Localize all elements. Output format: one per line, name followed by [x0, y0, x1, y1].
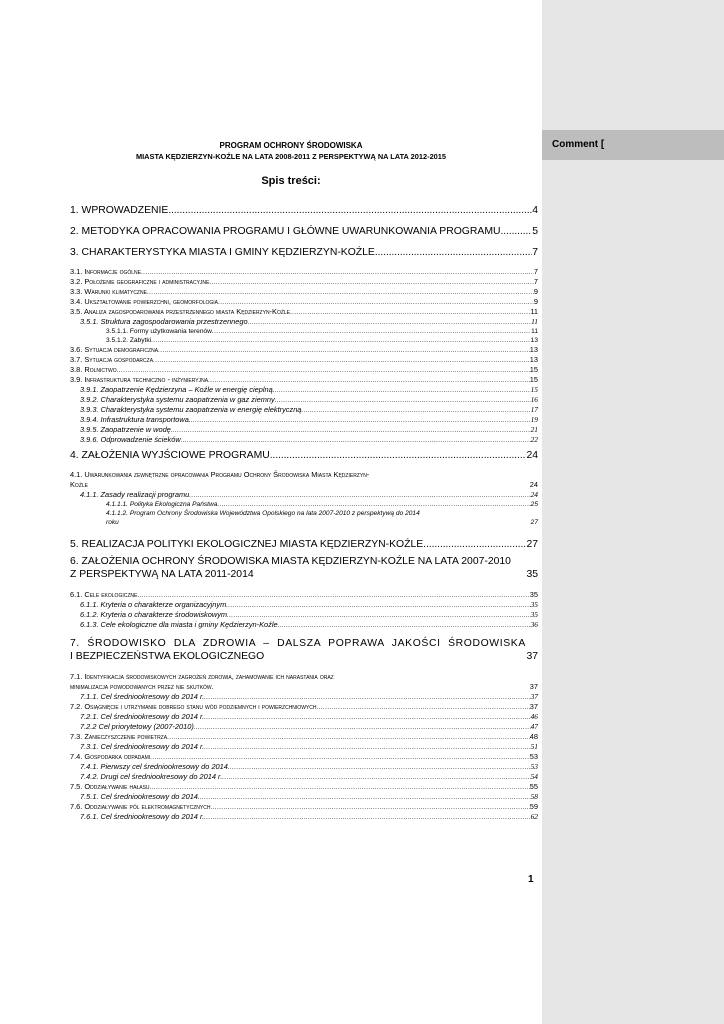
toc-entry-3-9-6[interactable] — [70, 435, 538, 445]
page-number: 1 — [528, 874, 534, 885]
toc-page-number: 11 — [531, 328, 538, 335]
dot-leader — [153, 356, 530, 366]
toc-entry-title: 7.4. Gospodarka odpadami — [70, 752, 151, 761]
toc-entry-title: 5. REALIZACJA POLITYKI EKOLOGICZNEJ MIASTA KĘDZIERZYN-KOŹLE. — [70, 539, 427, 550]
toc-entry-7-5[interactable] — [70, 782, 538, 792]
toc-page-number: 15 — [529, 375, 538, 384]
toc-entry-title: 6.1.1. Kryteria o charakterze organizacyjnym — [80, 600, 227, 609]
toc-entry-title: 3.8. Rolnictwo — [70, 365, 117, 374]
toc-entry-title: 7.3. Zanieczyszczenie powietrza — [70, 732, 168, 741]
dot-leader — [191, 416, 531, 426]
toc-page-number: 15 — [529, 365, 538, 374]
toc-entry-title: 3.9. Infrastruktura techniczno - inżynieryjna — [70, 375, 209, 384]
dot-leader — [158, 346, 530, 356]
toc-entry-title: 7.2.2 Cel priorytetowy (2007-2010) — [80, 722, 194, 731]
toc-entry-6-1-3[interactable] — [70, 620, 538, 630]
toc-page-number: 13 — [529, 355, 538, 364]
toc-page-number: 19 — [530, 415, 538, 424]
toc-page-number: 58 — [530, 792, 538, 801]
toc-entry-title: 3.9.5. Zaopatrzenie w wodę — [80, 425, 171, 434]
dot-leader — [290, 308, 530, 318]
toc-page-number: 24 — [530, 490, 538, 499]
dot-leader — [270, 445, 527, 466]
toc-entry-7-1-1[interactable] — [70, 692, 538, 702]
dot-leader — [200, 793, 531, 803]
dot-leader — [228, 763, 531, 773]
toc-entry-7-2-1[interactable] — [70, 712, 538, 722]
toc-entry-4-1[interactable]: 4.1. Uwarunkowania zewnętrzne opracowania Programu Ochrony Środowiska Miasta Kędzierzyn- Koźle 24 — [70, 470, 538, 489]
toc-entry-3-5-1-2[interactable] — [70, 336, 538, 345]
toc-page-number: 9 — [533, 297, 538, 306]
toc-page-number: 17 — [530, 405, 538, 414]
toc-entry-3-9-1[interactable] — [70, 385, 538, 395]
dot-leader — [278, 621, 531, 631]
toc-page-number: 7 — [533, 267, 538, 276]
toc-entry-3-5[interactable] — [70, 307, 538, 317]
dot-leader — [204, 813, 530, 823]
toc-page-number: 59 — [529, 802, 538, 811]
toc-page-number: 9 — [533, 287, 538, 296]
dot-leader — [171, 426, 531, 436]
toc-entry-title: 6.1. Cele ekologiczne — [70, 590, 138, 599]
toc-entry-4-1-1[interactable] — [70, 490, 538, 500]
toc-page-number: 51 — [530, 742, 538, 751]
toc-entry-7-3-1[interactable] — [70, 742, 538, 752]
toc-entry-6-1-2[interactable] — [70, 610, 538, 620]
toc-page-number: 11 — [530, 307, 538, 316]
toc-page-number: 62 — [530, 812, 538, 821]
toc-heading: Spis treści: — [261, 175, 321, 187]
toc-entry-7-4-1[interactable] — [70, 762, 538, 772]
toc-entry-3-5-1-1[interactable] — [70, 327, 538, 336]
toc-entry-title: 3.1. Informacje ogólne — [70, 267, 141, 276]
toc-entry-5[interactable] — [70, 534, 538, 555]
toc-entry-title: 7.4.1. Pierwszy cel średniookresowy do 2014 — [80, 762, 228, 771]
toc-page-number: 11 — [531, 317, 538, 326]
toc-entry-6-1-1[interactable] — [70, 600, 538, 610]
dot-leader — [151, 337, 531, 346]
toc-entry-3-3[interactable] — [70, 287, 538, 297]
toc-entry-title: 4.1.1. Zasady realizacji programu — [80, 490, 190, 499]
toc-page-number: 35 — [529, 590, 538, 599]
toc-page-number: 53 — [529, 752, 538, 761]
toc-entry-4[interactable] — [70, 445, 538, 466]
toc-entry-title: 7.6. Oddziaływanie pól elektromagnetycznych — [70, 802, 211, 811]
document-subtitle: MIASTA KĘDZIERZYN-KOŹLE NA LATA 2008-2011 Z PERSPEKTYWĄ NA LATA 2012-2015 — [135, 152, 447, 161]
toc-entry-3-2[interactable] — [70, 277, 538, 287]
toc-entry-title: 7.4.2. Drugi cel średniookresowy do 2014 r. — [80, 772, 223, 781]
toc-page-number: 24 — [526, 450, 538, 461]
toc-entry-title: 7.2.1. Cel średniookresowy do 2014 r. — [80, 712, 205, 721]
toc-page-number: 13 — [529, 345, 538, 354]
toc-page-number: 35 — [530, 610, 538, 619]
toc-entry-title: 7.6.1. Cel średniookresowy do 2014 r. — [80, 812, 205, 821]
toc-page-number: 54 — [530, 772, 538, 781]
comment-sidebar — [542, 0, 724, 1024]
toc-entry-7-6[interactable] — [70, 802, 538, 812]
toc-page-number: 35 — [530, 600, 538, 609]
toc-page-number: 13 — [530, 337, 538, 344]
toc-entry-title: 6.1.3. Cele ekologiczne dla miasta i gminy Kędzierzyn-Koźle — [80, 620, 278, 629]
dot-leader — [150, 783, 530, 793]
dot-leader — [301, 406, 530, 416]
toc-entry-7-3[interactable] — [70, 732, 538, 742]
toc-entry-title: 3.5.1.2. Zabytki — [106, 337, 152, 344]
toc-entry-title: 3.5.1. Struktura zagospodarowania przestrzennego — [80, 317, 248, 326]
toc-entry-title: 3. CHARAKTERYSTYKA MIASTA I GMINY KĘDZIERZYN-KOŹLE — [70, 247, 375, 258]
toc-page-number: 4 — [532, 205, 538, 216]
toc-entry-7-1[interactable]: 7.1. Identyfikacja środowiskowych zagrożeń zdrowia, zahamowanie ich narastania oraz minimalizacja powodowanych przez nie skutków. 37 — [70, 672, 538, 691]
toc-entry-7-5-1[interactable] — [70, 792, 538, 802]
toc-entry-7[interactable]: 7. ŚRODOWISKO DLA ZDROWIA – DALSZA POPRAWA JAKOŚCI ŚRODOWISKA I BEZPIECZEŃSTWA EKOLOGICZNEGO 37 — [70, 638, 538, 662]
toc-page-number: 5 — [532, 226, 538, 237]
toc-entry-title: 7.5. Oddziaływanie hałasu — [70, 782, 150, 791]
dot-leader — [426, 534, 526, 555]
toc-page-number: 48 — [529, 732, 538, 741]
dot-leader — [275, 386, 531, 396]
toc-page-number: 21 — [530, 425, 538, 434]
dot-leader — [204, 743, 530, 753]
toc-entry-title: 3.9.1. Zaopatrzenie Kędzierzyna – Koźle w energię cieplną. — [80, 385, 275, 394]
toc-entry-4-1-1-2[interactable]: 4.1.1.2. Program Ochrony Środowiska Województwa Opolskiego na lata 2007-2010 z perspektywą do 2014 roku 27 — [106, 510, 538, 526]
toc-page-number: 46 — [530, 712, 538, 721]
toc-page-number: 25 — [530, 501, 538, 508]
toc-page-number: 55 — [529, 782, 538, 791]
toc-page-number: 36 — [530, 620, 538, 629]
toc-entry-3-9-3[interactable] — [70, 405, 538, 415]
toc-page-number: 27 — [526, 539, 538, 550]
toc-entry-6-1[interactable] — [70, 590, 538, 600]
dot-leader — [210, 803, 529, 813]
dot-leader — [222, 773, 530, 783]
toc-entry-3[interactable] — [70, 242, 538, 263]
toc-entry-title: 4.1.1.1. Polityka Ekologiczna Państwa — [106, 501, 218, 508]
toc-entry-2[interactable] — [70, 221, 538, 242]
toc-entry-title: 3.9.4. Infrastruktura transportowa. — [80, 415, 191, 424]
toc-entry-title: 3.2. Położenie geograficzne i administracyjne — [70, 277, 210, 286]
dot-leader — [375, 242, 532, 263]
dot-leader — [194, 723, 531, 733]
dot-leader — [248, 318, 532, 328]
toc-entry-title: 4. ZAŁOŻENIA WYJŚCIOWE PROGRAMU — [70, 450, 270, 461]
toc-entry-3-7[interactable] — [70, 355, 538, 365]
toc-entry-title: 3.4. Ukształtowanie powierzchni, geomorfologia — [70, 297, 219, 306]
toc-page-number: 15 — [530, 385, 538, 394]
dot-leader — [189, 491, 530, 501]
toc-entry-3-5-1[interactable] — [70, 317, 538, 327]
dot-leader — [226, 601, 530, 611]
document-title: PROGRAM OCHRONY ŚRODOWISKA — [219, 141, 363, 150]
toc-entry-3-1[interactable] — [70, 267, 538, 277]
toc-entry-title: 3.9.2. Charakterystyka systemu zaopatrzenia w gaz ziemny — [80, 395, 275, 404]
comment-balloon[interactable]: Comment [ — [542, 130, 724, 160]
toc-entry-7-4[interactable] — [70, 752, 538, 762]
toc-entry-3-9-5[interactable] — [70, 425, 538, 435]
dot-leader — [209, 278, 534, 288]
dot-leader — [316, 703, 529, 713]
toc-page-number: 7 — [533, 277, 538, 286]
toc-entry-title: 3.5. Analiza zagospodarowania przestrzennego miasta Kędzierzyn-Koźle — [70, 307, 291, 316]
toc-entry-7-2-2[interactable] — [70, 722, 538, 732]
toc-entry-title: 3.9.6. Odprowadzenie ścieków — [80, 435, 181, 444]
toc-entry-title: 7.3.1. Cel średniookresowy do 2014 r. — [80, 742, 205, 751]
toc-entry-4-1-1-1[interactable] — [70, 500, 538, 509]
toc-entry-3-4[interactable] — [70, 297, 538, 307]
toc-entry-3-9-2[interactable] — [70, 395, 538, 405]
toc-entry-title: 3.3. Warunki klimatyczne — [70, 287, 147, 296]
dot-leader — [204, 713, 530, 723]
toc-page-number: 7 — [532, 247, 538, 258]
dot-leader — [275, 396, 531, 406]
dot-leader — [168, 200, 532, 221]
toc-entry-title: 2. METODYKA OPRACOWANIA PROGRAMU I GŁÓWNE UWARUNKOWANIA PROGRAMU — [70, 226, 501, 237]
toc-entry-title: 1. WPROWADZENIE — [70, 205, 169, 216]
toc-entry-title: 3.9.3. Charakterystyka systemu zaopatrzenia w energię elektryczną — [80, 405, 302, 414]
toc-entry-7-6-1[interactable] — [70, 812, 538, 822]
toc-entry-title: 3.7. Sytuacja gospodarcza — [70, 355, 154, 364]
toc-entry-1[interactable] — [70, 200, 538, 221]
toc-entry-title: 7.2. Osiągnięcie i utrzymanie dobrego stanu wód podziemnych i powierzchniowych — [70, 702, 317, 711]
dot-leader — [212, 328, 531, 337]
toc-entry-3-9-4[interactable] — [70, 415, 538, 425]
table-of-contents — [70, 200, 538, 822]
toc-page-number: 37 — [529, 702, 538, 711]
toc-page-number: 22 — [530, 435, 538, 444]
toc-entry-7-2[interactable] — [70, 702, 538, 712]
toc-entry-3-6[interactable] — [70, 345, 538, 355]
toc-page-number: 37 — [530, 692, 538, 701]
dot-leader — [501, 221, 533, 242]
toc-entry-title: 7.1.1. Cel średniookresowy do 2014 r. — [80, 692, 205, 701]
toc-entry-3-8[interactable] — [70, 365, 538, 375]
toc-entry-3-9[interactable] — [70, 375, 538, 385]
toc-entry-title: 6.1.2. Kryteria o charakterze środowiskowym — [80, 610, 228, 619]
toc-page-number: 47 — [530, 722, 538, 731]
toc-page-number: 16 — [530, 395, 538, 404]
toc-entry-7-4-2[interactable] — [70, 772, 538, 782]
toc-entry-title: 3.6. Sytuacja demograficzna — [70, 345, 159, 354]
toc-entry-title: 3.5.1.1. Formy użytkowania terenów — [106, 328, 212, 335]
dot-leader — [167, 733, 530, 743]
toc-entry-title: 7.5.1. Cel średniookresowy do 2014. — [80, 792, 200, 801]
toc-entry-6[interactable]: 6. ZAŁOŻENIA OCHRONY ŚRODOWISKA MIASTA KĘDZIERZYN-KOŹLE NA LATA 2007-2010 Z PERSPEKTYWĄ NA LATA 2011-2014 35 — [70, 556, 538, 580]
toc-page-number: 53 — [530, 762, 538, 771]
